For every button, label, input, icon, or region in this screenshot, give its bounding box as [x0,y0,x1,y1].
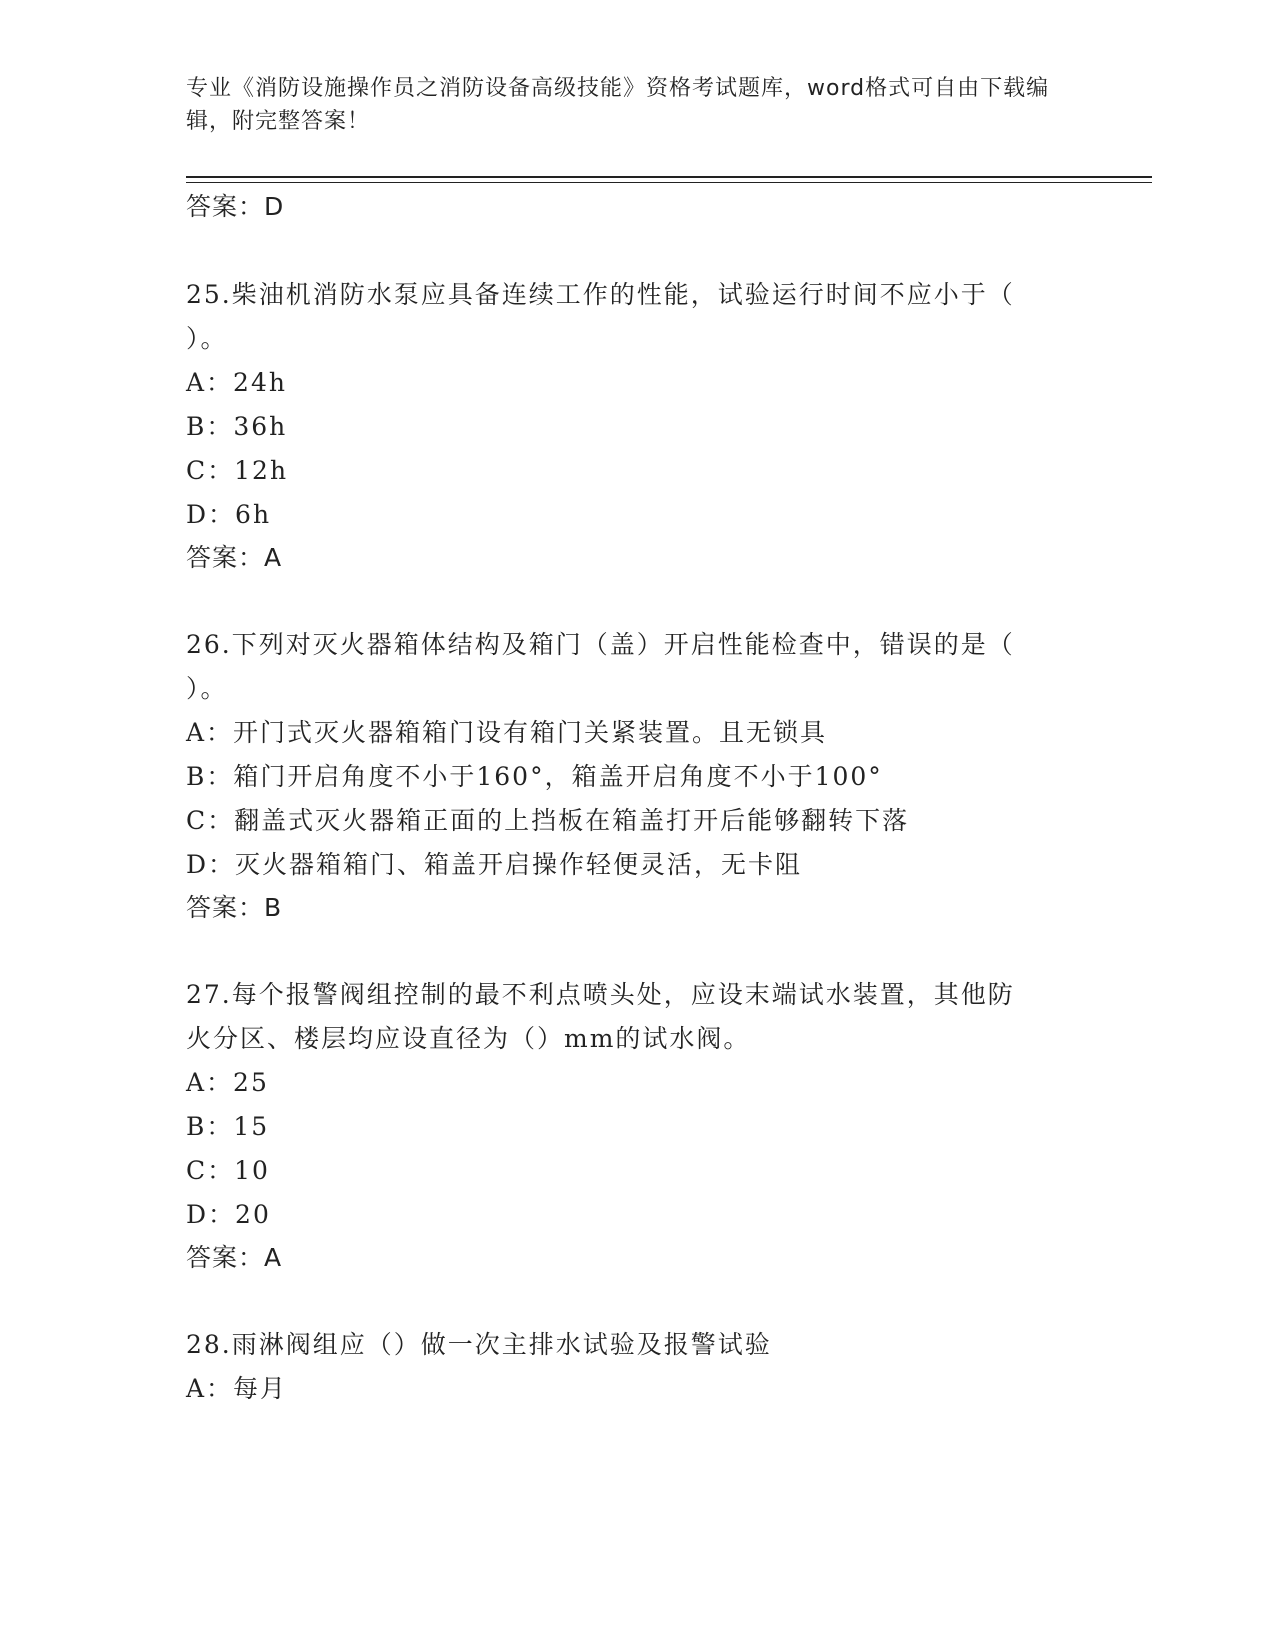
question-26-answer: 答案：B [186,893,283,922]
question-25-stem-line2: ）。 [186,324,228,353]
question-26-option-a: A：开门式灭火器箱箱门设有箱门关紧装置。且无锁具 [186,718,828,747]
question-26-option-c: C：翻盖式灭火器箱正面的上挡板在箱盖打开后能够翻转下落 [186,806,910,835]
question-27-answer: 答案：A [186,1243,283,1272]
question-25-option-a: A：24h [186,368,287,397]
header-rule-thick [186,176,1152,178]
question-26-option-d: D：灭火器箱箱门、箱盖开启操作轻便灵活，无卡阻 [186,850,803,879]
question-25-answer: 答案：A [186,543,283,572]
question-27-stem-line1: 27.每个报警阀组控制的最不利点喷头处，应设末端试水装置，其他防 [186,980,1015,1009]
answer-previous: 答案：D [186,192,285,221]
question-27-option-b: B：15 [186,1112,270,1141]
question-27-stem-line2: 火分区、楼层均应设直径为（）mm的试水阀。 [186,1024,751,1053]
question-27-option-a: A：25 [186,1068,269,1097]
question-27-option-d: D：20 [186,1200,271,1229]
question-25-stem-line1: 25.柴油机消防水泵应具备连续工作的性能，试验运行时间不应小于（ [186,280,1015,309]
header-rule-thin [186,182,1152,183]
question-26-stem-line2: ）。 [186,674,228,703]
question-28-stem-line1: 28.雨淋阀组应（）做一次主排水试验及报警试验 [186,1330,772,1359]
question-27-option-c: C：10 [186,1156,270,1185]
question-26-option-b: B：箱门开启角度不小于160°，箱盖开启角度不小于100° [186,762,883,791]
question-26-stem-line1: 26.下列对灭火器箱体结构及箱门（盖）开启性能检查中，错误的是（ [186,630,1015,659]
question-28-option-a: A：每月 [186,1374,288,1403]
question-25-option-c: C：12h [186,456,289,485]
document-header [186,72,1086,138]
question-25-option-d: D：6h [186,500,272,529]
header-text: 专业《消防设施操作员之消防设备高级技能》资格考试题库，word格式可自由下载编辑，附完整答案！ [186,76,1050,134]
question-25-option-b: B：36h [186,412,288,441]
